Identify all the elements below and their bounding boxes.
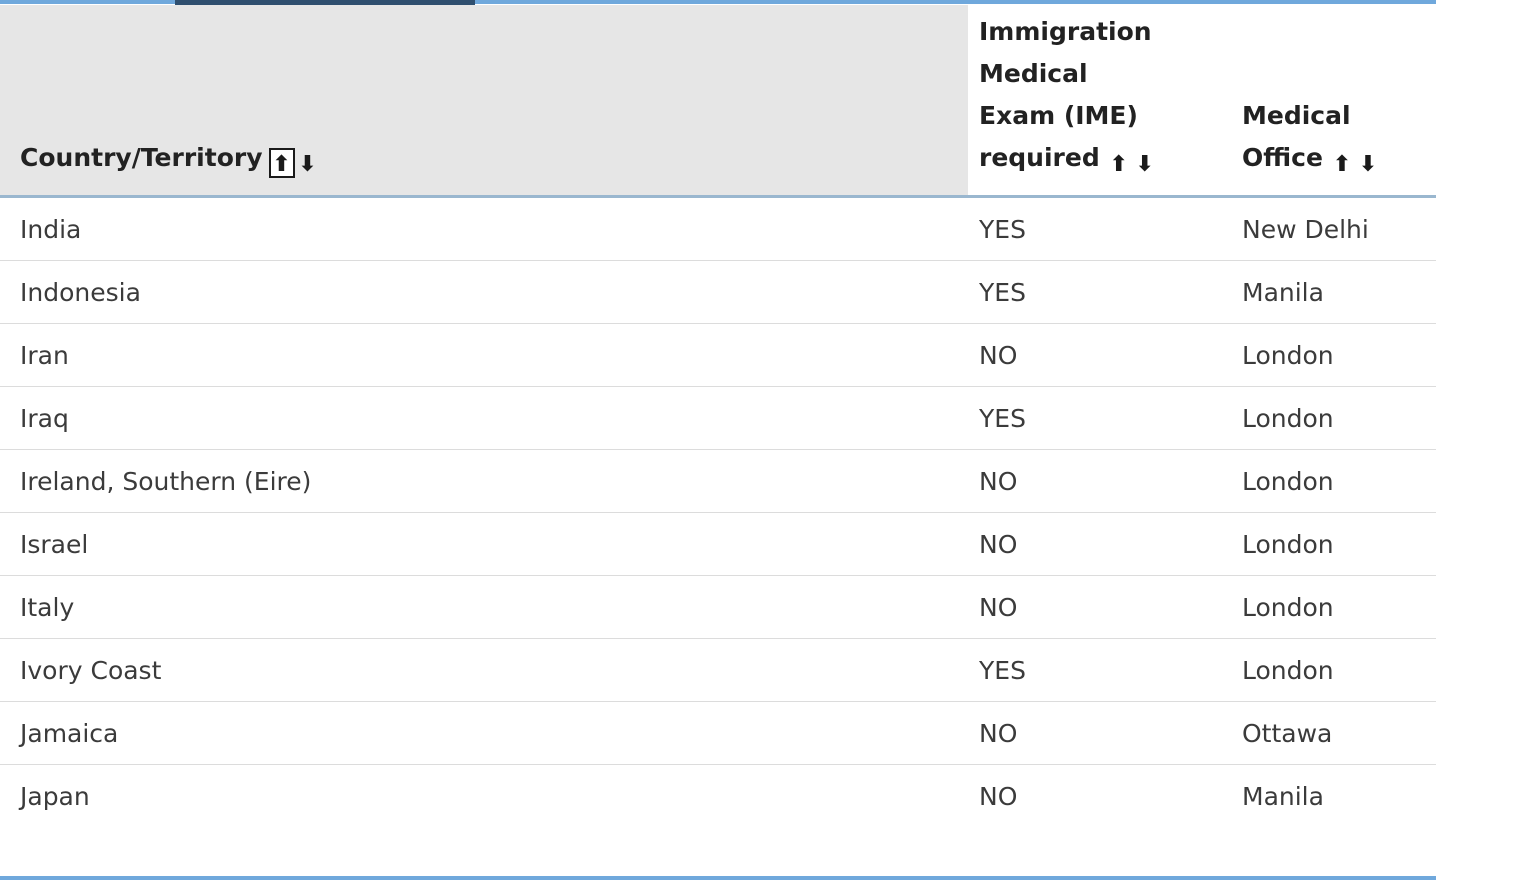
column-header-medical-office-line-2: Office [1242,143,1323,172]
table-row [0,639,1436,702]
cell-medical-office: London [1231,324,1436,387]
cell-ime-required: YES [968,639,1231,702]
cell-country: Italy [0,576,968,639]
country-medical-requirements-table [0,5,1436,827]
cell-country: Indonesia [0,261,968,324]
cell-ime-required: NO [968,324,1231,387]
cell-medical-office: Manila [1231,261,1436,324]
table-row [0,387,1436,450]
cell-medical-office: London [1231,450,1436,513]
sort-descending-arrow-icon[interactable]: ⬇ [1358,152,1378,177]
cell-country: India [0,197,968,261]
column-header-country-label: Country/Territory [20,143,263,172]
cell-medical-office: Ottawa [1231,702,1436,765]
cell-ime-required: YES [968,387,1231,450]
column-header-country-label-wrap [20,137,968,183]
cell-medical-office: London [1231,576,1436,639]
column-header-ime-line-1: Immigration [979,17,1152,46]
cell-country: Iran [0,324,968,387]
cell-ime-required: NO [968,513,1231,576]
column-header-ime-line-3: Exam (IME) [979,101,1138,130]
cell-ime-required: YES [968,197,1231,261]
sort-ascending-arrow-icon[interactable]: ⬆ [269,148,295,178]
table-header [0,5,1436,197]
cell-country: Japan [0,765,968,828]
table-row [0,197,1436,261]
table-row [0,324,1436,387]
table-row [0,261,1436,324]
table-row [0,576,1436,639]
sort-controls-medical-office [1329,141,1381,183]
cell-country: Jamaica [0,702,968,765]
sort-controls-ime [1106,141,1158,183]
cell-ime-required: NO [968,765,1231,828]
cell-medical-office: Manila [1231,765,1436,828]
cell-country: Ireland, Southern (Eire) [0,450,968,513]
sort-descending-arrow-icon[interactable]: ⬇ [1135,152,1154,177]
table-row [0,450,1436,513]
sort-ascending-arrow-icon[interactable]: ⬆ [1109,152,1128,177]
cell-ime-required: NO [968,702,1231,765]
cell-medical-office: London [1231,387,1436,450]
cell-country: Iraq [0,387,968,450]
cell-country: Ivory Coast [0,639,968,702]
table-header-row [0,5,1436,197]
cell-ime-required: NO [968,576,1231,639]
table-row [0,702,1436,765]
cell-medical-office: London [1231,513,1436,576]
cell-ime-required: NO [968,450,1231,513]
sort-ascending-arrow-icon[interactable]: ⬆ [1332,152,1352,177]
table-row [0,765,1436,828]
column-header-ime-line-4: required [979,143,1100,172]
table-row [0,513,1436,576]
bottom-rule [0,876,1436,880]
sort-controls-country [269,141,321,183]
column-header-ime-line-2: Medical [979,59,1088,88]
column-header-medical-office [1231,5,1436,197]
cell-ime-required: YES [968,261,1231,324]
column-header-ime-line-4-wrap [979,137,1231,183]
sort-descending-arrow-icon[interactable]: ⬇ [298,152,317,177]
cell-medical-office: London [1231,639,1436,702]
column-header-medical-office-line-1: Medical [1242,101,1351,130]
cell-medical-office: New Delhi [1231,197,1436,261]
column-header-country [0,5,968,197]
column-header-ime [968,5,1231,197]
column-header-medical-office-line-2-wrap [1242,137,1436,183]
table-body [0,197,1436,828]
cell-country: Israel [0,513,968,576]
